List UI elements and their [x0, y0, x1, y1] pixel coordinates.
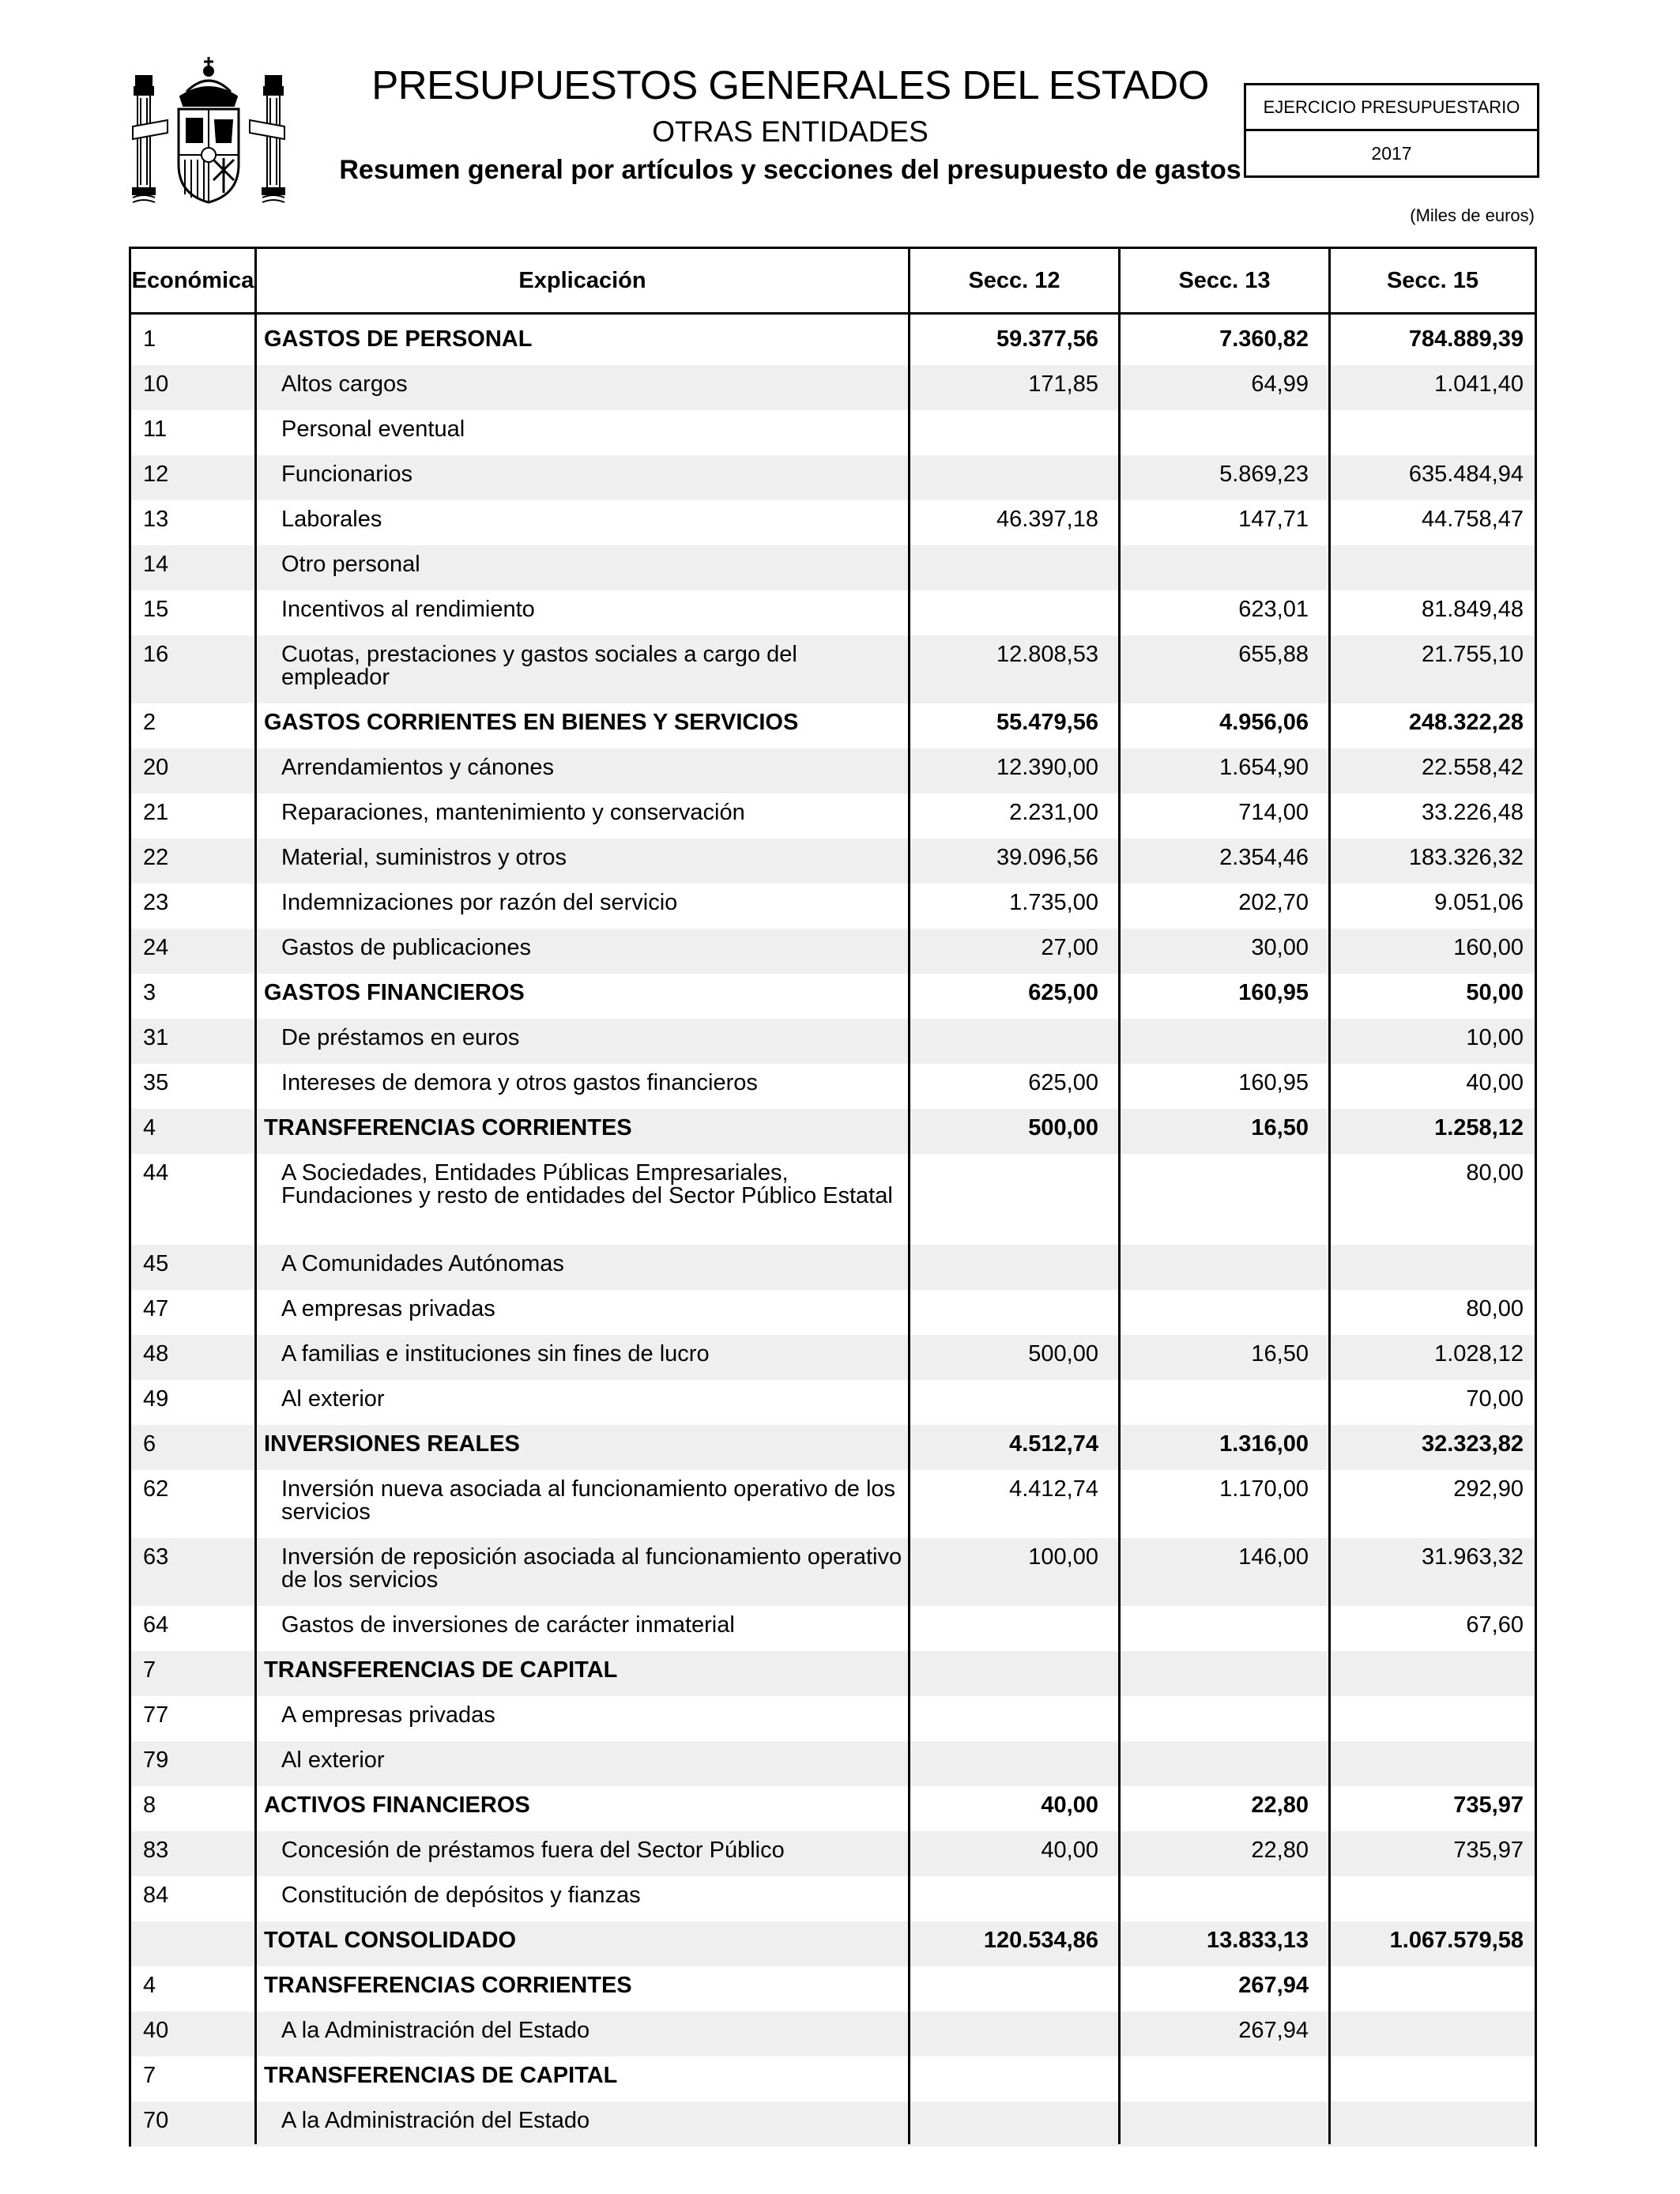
- row-code: 11: [143, 417, 168, 442]
- row-code: 15: [143, 597, 169, 622]
- row-value-secc12: 171,85: [1028, 371, 1098, 397]
- row-value-secc15: 635.484,94: [1408, 462, 1524, 487]
- row-description: A empresas privadas: [281, 1296, 495, 1321]
- row-code: 40: [143, 2018, 169, 2043]
- col-header-secc12: Secc. 12: [968, 267, 1060, 293]
- row-description: TRANSFERENCIAS CORRIENTES: [264, 1973, 632, 1998]
- row-description: GASTOS CORRIENTES EN BIENES Y SERVICIOS: [264, 710, 799, 735]
- column-divider: [908, 249, 910, 2144]
- row-code: 79: [143, 1747, 169, 1773]
- budget-table: [129, 247, 1537, 2147]
- row-value-secc13: 267,94: [1238, 1973, 1309, 1998]
- row-value-secc12: 59.377,56: [996, 326, 1098, 352]
- row-code: 12: [143, 462, 169, 487]
- row-value-secc13: 146,00: [1238, 1544, 1309, 1570]
- row-value-secc13: 202,70: [1238, 890, 1309, 915]
- row-description: Gastos de inversiones de carácter inmaterial: [281, 1612, 735, 1638]
- row-value-secc12: 120.534,86: [983, 1928, 1098, 1953]
- row-description: Cuotas, prestaciones y gastos sociales a cargo del empleador: [281, 642, 797, 690]
- row-description: TRANSFERENCIAS CORRIENTES: [264, 1115, 632, 1140]
- row-value-secc13: 64,99: [1251, 371, 1309, 397]
- row-description: TRANSFERENCIAS DE CAPITAL: [264, 1657, 618, 1683]
- row-value-secc15: 248.322,28: [1408, 710, 1524, 735]
- row-description: TRANSFERENCIAS DE CAPITAL: [264, 2063, 618, 2088]
- row-description: Gastos de publicaciones: [281, 935, 531, 960]
- page-subtitle: OTRAS ENTIDADES: [652, 115, 929, 148]
- row-code: 44: [143, 1160, 169, 1186]
- row-value-secc12: 4.512,74: [1009, 1431, 1098, 1457]
- table-row: [131, 1109, 1535, 1154]
- table-row: [131, 455, 1535, 500]
- row-code: 7: [143, 2063, 156, 2088]
- table-row: [131, 2011, 1535, 2056]
- column-divider: [254, 249, 257, 2144]
- row-code: 14: [143, 552, 169, 577]
- table-row: [131, 1470, 1535, 1538]
- row-value-secc15: 21.755,10: [1421, 642, 1524, 667]
- col-header-secc15: Secc. 15: [1386, 267, 1479, 293]
- table-row: [131, 839, 1535, 884]
- row-description: A familias e instituciones sin fines de lucro: [281, 1341, 710, 1367]
- table-header: [131, 249, 1535, 315]
- row-value-secc13: 160,95: [1238, 1070, 1309, 1095]
- row-value-secc12: 4.412,74: [1009, 1476, 1098, 1502]
- row-value-secc13: 4.956,06: [1219, 710, 1309, 735]
- row-code: 1: [143, 326, 156, 352]
- row-value-secc15: 292,90: [1453, 1476, 1524, 1502]
- row-code: 10: [143, 371, 169, 397]
- ejercicio-box: [1244, 83, 1539, 178]
- row-value-secc15: 10,00: [1466, 1025, 1524, 1050]
- row-description: A la Administración del Estado: [281, 2108, 590, 2133]
- table-row: [131, 500, 1535, 545]
- row-description: Al exterior: [281, 1747, 385, 1773]
- row-value-secc15: 81.849,48: [1421, 597, 1524, 622]
- row-code: 13: [143, 507, 169, 532]
- row-value-secc12: 40,00: [1041, 1838, 1098, 1863]
- row-description: A Comunidades Autónomas: [281, 1251, 564, 1276]
- table-row: [131, 1245, 1535, 1290]
- table-row: [131, 365, 1535, 410]
- row-description: TOTAL CONSOLIDADO: [264, 1928, 516, 1953]
- row-description: Incentivos al rendimiento: [281, 597, 535, 622]
- col-header-economica: Económica: [131, 267, 254, 293]
- row-code: 70: [143, 2108, 169, 2133]
- row-code: 22: [143, 845, 169, 870]
- row-description: Intereses de demora y otros gastos financieros: [281, 1070, 758, 1095]
- row-value-secc15: 160,00: [1453, 935, 1524, 960]
- row-description: Arrendamientos y cánones: [281, 755, 554, 780]
- row-value-secc15: 735,97: [1453, 1838, 1524, 1863]
- table-row: [131, 1966, 1535, 2011]
- row-code: 21: [143, 800, 169, 825]
- row-code: 48: [143, 1341, 169, 1367]
- row-description: GASTOS DE PERSONAL: [264, 326, 533, 352]
- row-code: 4: [143, 1973, 156, 1998]
- table-row: [131, 884, 1535, 929]
- table-row: [131, 410, 1535, 455]
- row-code: 77: [143, 1702, 169, 1728]
- row-description: Inversión de reposición asociada al funcionamiento operativo de los servicios: [281, 1544, 902, 1593]
- row-value-secc13: 2.354,46: [1219, 845, 1309, 870]
- row-value-secc15: 67,60: [1466, 1612, 1524, 1638]
- row-code: 84: [143, 1883, 169, 1908]
- row-value-secc15: 80,00: [1466, 1160, 1524, 1186]
- row-code: 62: [143, 1476, 169, 1502]
- row-value-secc13: 655,88: [1238, 642, 1309, 667]
- row-value-secc12: 55.479,56: [996, 710, 1098, 735]
- row-description: Altos cargos: [281, 371, 408, 397]
- row-value-secc15: 784.889,39: [1408, 326, 1524, 352]
- row-description: Al exterior: [281, 1386, 385, 1412]
- row-code: 24: [143, 935, 169, 960]
- row-value-secc12: 46.397,18: [996, 507, 1098, 532]
- row-value-secc13: 16,50: [1251, 1115, 1309, 1140]
- row-value-secc12: 27,00: [1041, 935, 1098, 960]
- row-value-secc13: 160,95: [1238, 980, 1309, 1005]
- row-description: Personal eventual: [281, 417, 465, 442]
- row-value-secc12: 12.390,00: [996, 755, 1098, 780]
- row-value-secc13: 22,80: [1251, 1838, 1309, 1863]
- row-value-secc12: 500,00: [1028, 1341, 1098, 1367]
- table-row: [131, 974, 1535, 1019]
- row-code: 23: [143, 890, 169, 915]
- row-value-secc13: 714,00: [1238, 800, 1309, 825]
- table-row: [131, 545, 1535, 590]
- row-value-secc12: 625,00: [1028, 980, 1098, 1005]
- row-description: De préstamos en euros: [281, 1025, 520, 1050]
- col-header-secc13: Secc. 13: [1178, 267, 1271, 293]
- column-divider: [1328, 249, 1331, 2144]
- row-description: Constitución de depósitos y fianzas: [281, 1883, 641, 1908]
- row-value-secc13: 1.654,90: [1219, 755, 1309, 780]
- row-value-secc15: 1.041,40: [1434, 371, 1524, 397]
- table-row: [131, 1831, 1535, 1876]
- table-row: [131, 635, 1535, 703]
- row-value-secc13: 7.360,82: [1219, 326, 1309, 352]
- row-value-secc12: 12.808,53: [996, 642, 1098, 667]
- table-row: [131, 1651, 1535, 1696]
- row-description: A empresas privadas: [281, 1702, 495, 1728]
- table-row: [131, 1335, 1535, 1380]
- row-description: Concesión de préstamos fuera del Sector Público: [281, 1838, 785, 1863]
- row-value-secc12: 500,00: [1028, 1115, 1098, 1140]
- row-value-secc13: 267,94: [1238, 2018, 1309, 2043]
- row-code: 7: [143, 1657, 156, 1683]
- row-value-secc13: 1.316,00: [1219, 1431, 1309, 1457]
- row-value-secc12: 2.231,00: [1009, 800, 1098, 825]
- row-code: 16: [143, 642, 169, 667]
- row-description: Reparaciones, mantenimiento y conservación: [281, 800, 745, 825]
- row-value-secc13: 1.170,00: [1219, 1476, 1309, 1502]
- row-description: Indemnizaciones por razón del servicio: [281, 890, 678, 915]
- row-value-secc15: 33.226,48: [1421, 800, 1524, 825]
- table-row: [131, 1380, 1535, 1425]
- table-row: [131, 1064, 1535, 1109]
- row-value-secc15: 31.963,32: [1421, 1544, 1524, 1570]
- table-row: [131, 1786, 1535, 1831]
- table-row: [131, 1019, 1535, 1064]
- row-value-secc15: 1.028,12: [1434, 1341, 1524, 1367]
- ejercicio-label: EJERCICIO PRESUPUESTARIO: [1246, 85, 1537, 131]
- row-value-secc15: 1.258,12: [1434, 1115, 1524, 1140]
- table-row: [131, 2102, 1535, 2147]
- page-title: PRESUPUESTOS GENERALES DEL ESTADO: [371, 62, 1209, 107]
- row-description: Otro personal: [281, 552, 420, 577]
- row-code: 83: [143, 1838, 169, 1863]
- table-row: [131, 1876, 1535, 1921]
- row-value-secc15: 70,00: [1466, 1386, 1524, 1412]
- row-value-secc15: 80,00: [1466, 1296, 1524, 1321]
- row-description: Funcionarios: [281, 462, 413, 487]
- table-row: [131, 1290, 1535, 1335]
- row-code: 45: [143, 1251, 169, 1276]
- table-row: [131, 794, 1535, 839]
- table-row: [131, 703, 1535, 748]
- table-row: [131, 929, 1535, 974]
- row-value-secc13: 13.833,13: [1206, 1928, 1309, 1953]
- row-description: Inversión nueva asociada al funcionamiento operativo de los servicios: [281, 1476, 896, 1525]
- ejercicio-year: 2017: [1371, 142, 1412, 164]
- col-header-explicacion: Explicación: [518, 267, 646, 293]
- row-description: Laborales: [281, 507, 382, 532]
- column-divider: [1118, 249, 1121, 2144]
- row-code: 31: [143, 1025, 169, 1050]
- row-description: INVERSIONES REALES: [264, 1431, 520, 1457]
- row-value-secc13: 623,01: [1238, 597, 1309, 622]
- row-value-secc15: 1.067.579,58: [1389, 1928, 1524, 1953]
- row-code: 49: [143, 1386, 169, 1412]
- row-code: 4: [143, 1115, 156, 1140]
- row-code: 35: [143, 1070, 169, 1095]
- row-value-secc12: 1.735,00: [1009, 890, 1098, 915]
- row-value-secc15: 735,97: [1453, 1793, 1524, 1818]
- row-code: 64: [143, 1612, 169, 1638]
- table-row: [131, 1538, 1535, 1606]
- table-row: [131, 2056, 1535, 2102]
- row-description: Material, suministros y otros: [281, 845, 567, 870]
- row-value-secc15: 40,00: [1466, 1070, 1524, 1095]
- row-code: 8: [143, 1793, 156, 1818]
- row-value-secc13: 5.869,23: [1219, 462, 1309, 487]
- row-value-secc13: 30,00: [1251, 935, 1309, 960]
- row-value-secc13: 22,80: [1251, 1793, 1309, 1818]
- row-value-secc12: 39.096,56: [996, 845, 1098, 870]
- table-row: [131, 320, 1535, 365]
- table-row: [131, 590, 1535, 635]
- row-value-secc15: 32.323,82: [1421, 1431, 1524, 1457]
- row-description: A Sociedades, Entidades Públicas Empresariales, Fundaciones y resto de entidades del Sector Público Estatal: [281, 1160, 893, 1208]
- table-row: [131, 1741, 1535, 1786]
- row-code: 2: [143, 710, 156, 735]
- row-value-secc15: 22.558,42: [1421, 755, 1524, 780]
- row-code: 20: [143, 755, 169, 780]
- row-value-secc12: 40,00: [1041, 1793, 1098, 1818]
- table-row: [131, 1606, 1535, 1651]
- table-row: [131, 1154, 1535, 1245]
- units-label: (Miles de euros): [1410, 205, 1535, 225]
- table-row: [131, 748, 1535, 794]
- table-row: [131, 1921, 1535, 1966]
- row-value-secc12: 100,00: [1028, 1544, 1098, 1570]
- table-row: [131, 1696, 1535, 1741]
- row-value-secc13: 147,71: [1238, 507, 1309, 532]
- page-description: Resumen general por artículos y secciones del presupuesto de gastos: [339, 155, 1241, 185]
- row-description: GASTOS FINANCIEROS: [264, 980, 525, 1005]
- coat-of-arms-logo: [131, 54, 286, 207]
- row-value-secc15: 50,00: [1466, 980, 1524, 1005]
- row-code: 3: [143, 980, 156, 1005]
- row-code: 47: [143, 1296, 169, 1321]
- row-code: 63: [143, 1544, 169, 1570]
- row-description: ACTIVOS FINANCIEROS: [264, 1793, 530, 1818]
- row-value-secc13: 16,50: [1251, 1341, 1309, 1367]
- row-description: A la Administración del Estado: [281, 2018, 590, 2043]
- table-row: [131, 1425, 1535, 1470]
- row-value-secc15: 9.051,06: [1434, 890, 1524, 915]
- row-value-secc15: 183.326,32: [1408, 845, 1524, 870]
- row-value-secc15: 44.758,47: [1421, 507, 1524, 532]
- row-value-secc12: 625,00: [1028, 1070, 1098, 1095]
- row-code: 6: [143, 1431, 156, 1457]
